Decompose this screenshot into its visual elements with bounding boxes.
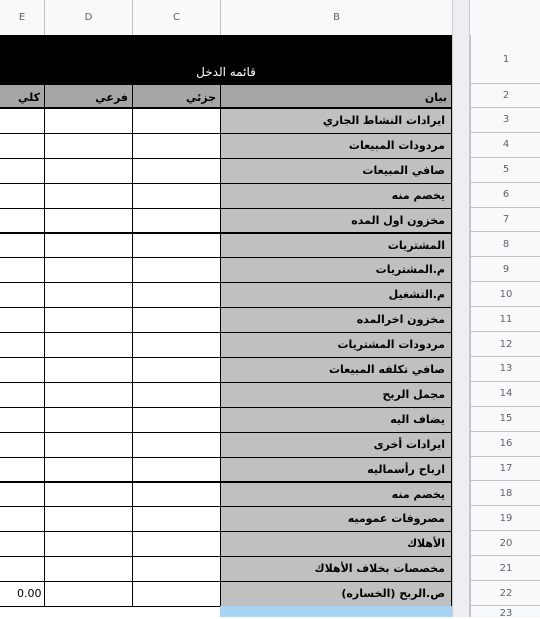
- cell-subtotal[interactable]: [44, 133, 133, 159]
- header-description[interactable]: بيان: [220, 84, 452, 108]
- cell-partial[interactable]: [132, 233, 221, 259]
- cell-total[interactable]: [0, 282, 45, 308]
- row-number[interactable]: 13: [471, 357, 540, 382]
- cell-label[interactable]: ايرادات النشاط الجاري: [220, 108, 452, 134]
- row-number[interactable]: 3: [471, 108, 540, 133]
- cell-subtotal[interactable]: [44, 556, 133, 582]
- cell-subtotal[interactable]: [44, 332, 133, 358]
- row-number[interactable]: 16: [471, 432, 540, 457]
- cell-label[interactable]: مخزون اخرالمده: [220, 307, 452, 333]
- row-number[interactable]: 8: [471, 233, 540, 258]
- row-number[interactable]: 5: [471, 158, 540, 183]
- row-number[interactable]: 7: [471, 208, 540, 233]
- cell-partial[interactable]: [132, 506, 221, 532]
- cell-partial[interactable]: [132, 307, 221, 333]
- cell-partial[interactable]: [132, 332, 221, 358]
- cell-total[interactable]: [0, 332, 45, 358]
- cell-label[interactable]: ص.الربح (الخساره): [220, 581, 452, 607]
- cell-label[interactable]: الأهلاك: [220, 531, 452, 557]
- cell-label[interactable]: ايرادات أخرى: [220, 432, 452, 458]
- cell-total[interactable]: [0, 531, 45, 557]
- cell-label[interactable]: م.المشتريات: [220, 257, 452, 283]
- cell-partial[interactable]: [132, 556, 221, 582]
- cell-subtotal[interactable]: [44, 531, 133, 557]
- column-header-c[interactable]: C: [132, 0, 220, 35]
- cell-subtotal[interactable]: [44, 581, 133, 607]
- cell-label[interactable]: يخصم منه: [220, 482, 452, 508]
- cell-label[interactable]: مجمل الربح: [220, 382, 452, 408]
- cell-subtotal[interactable]: [44, 257, 133, 283]
- cell-total[interactable]: [0, 183, 45, 209]
- row-header-bar: [470, 35, 540, 617]
- cell-total[interactable]: [0, 233, 45, 259]
- cell-partial[interactable]: [132, 382, 221, 408]
- cell-subtotal[interactable]: [44, 482, 133, 508]
- cell-partial[interactable]: [132, 581, 221, 607]
- cell-label[interactable]: مردودات المشتريات: [220, 332, 452, 358]
- cell-total[interactable]: [0, 307, 45, 333]
- freeze-divider[interactable]: [452, 0, 470, 617]
- cell-subtotal[interactable]: [44, 158, 133, 184]
- row-number[interactable]: 11: [471, 307, 540, 332]
- cell-total[interactable]: [0, 257, 45, 283]
- header-total[interactable]: كلي: [0, 84, 45, 108]
- column-header-d[interactable]: D: [44, 0, 132, 35]
- cell-subtotal[interactable]: [44, 457, 133, 483]
- cell-partial[interactable]: [132, 432, 221, 458]
- header-subtotal[interactable]: فرعي: [44, 84, 133, 108]
- cell-partial[interactable]: [132, 108, 221, 134]
- cell-subtotal[interactable]: [44, 357, 133, 383]
- row-number[interactable]: 6: [471, 183, 540, 208]
- cell-total[interactable]: [0, 133, 45, 159]
- cell-partial[interactable]: [132, 158, 221, 184]
- cell-partial[interactable]: [132, 183, 221, 209]
- cell-label[interactable]: ارباح رأسماليه: [220, 457, 452, 483]
- cell-partial[interactable]: [132, 208, 221, 234]
- cell-total[interactable]: [0, 506, 45, 532]
- cell-partial[interactable]: [132, 257, 221, 283]
- row-number[interactable]: 15: [471, 407, 540, 432]
- row-number[interactable]: 9: [471, 257, 540, 282]
- row-number[interactable]: 22: [471, 581, 540, 606]
- row-number[interactable]: 18: [471, 482, 540, 507]
- cell-partial[interactable]: [132, 531, 221, 557]
- row-number[interactable]: 4: [471, 133, 540, 158]
- cell-subtotal[interactable]: [44, 432, 133, 458]
- header-partial[interactable]: جزئي: [132, 84, 221, 108]
- cell-total[interactable]: [0, 457, 45, 483]
- row-number[interactable]: 1: [471, 35, 540, 84]
- sheet-grid: [0, 35, 452, 617]
- selected-cell-highlight[interactable]: [220, 606, 452, 617]
- cell-partial[interactable]: [132, 357, 221, 383]
- cell-label[interactable]: مردودات المبيعات: [220, 133, 452, 159]
- cell-subtotal[interactable]: [44, 506, 133, 532]
- cell-label[interactable]: مخزون اول المده: [220, 208, 452, 234]
- cell-total[interactable]: [0, 208, 45, 234]
- title-text: قائمه الدخل: [196, 65, 256, 79]
- cell-label[interactable]: مخصصات بخلاف الأهلاك: [220, 556, 452, 582]
- row-number[interactable]: 2: [471, 84, 540, 108]
- cell-partial[interactable]: [132, 482, 221, 508]
- cell-total[interactable]: [0, 382, 45, 408]
- cell-subtotal[interactable]: [44, 108, 133, 134]
- cell-partial[interactable]: [132, 282, 221, 308]
- row-number[interactable]: 21: [471, 556, 540, 581]
- cell-partial[interactable]: [132, 457, 221, 483]
- cell-total[interactable]: 0.00: [0, 581, 45, 607]
- cell-subtotal[interactable]: [44, 282, 133, 308]
- column-header-b[interactable]: B: [220, 0, 452, 35]
- cell-subtotal[interactable]: [44, 382, 133, 408]
- cell-total[interactable]: [0, 407, 45, 433]
- row-number[interactable]: 19: [471, 506, 540, 531]
- cell-partial[interactable]: [132, 133, 221, 159]
- cell-label[interactable]: المشتريات: [220, 233, 452, 259]
- cell-subtotal[interactable]: [44, 307, 133, 333]
- cell-label[interactable]: صافي تكلفه المبيعات: [220, 357, 452, 383]
- row-number[interactable]: 12: [471, 332, 540, 357]
- cell-label[interactable]: مصروفات عموميه: [220, 506, 452, 532]
- cell-subtotal[interactable]: [44, 407, 133, 433]
- income-statement-title[interactable]: [0, 35, 452, 84]
- cell-subtotal[interactable]: [44, 208, 133, 234]
- row-number[interactable]: 20: [471, 531, 540, 556]
- cell-label[interactable]: يخصم منه: [220, 183, 452, 209]
- row-number[interactable]: 17: [471, 457, 540, 482]
- cell-total[interactable]: [0, 556, 45, 582]
- row-number[interactable]: 23: [499, 608, 513, 619]
- cell-total[interactable]: [0, 357, 45, 383]
- cell-label[interactable]: يضاف اليه: [220, 407, 452, 433]
- cell-total[interactable]: [0, 432, 45, 458]
- row-number[interactable]: 10: [471, 282, 540, 307]
- cell-total[interactable]: [0, 482, 45, 508]
- cell-label[interactable]: صافي المبيعات: [220, 158, 452, 184]
- row-number[interactable]: 14: [471, 382, 540, 407]
- cell-total[interactable]: [0, 158, 45, 184]
- column-header-e[interactable]: E: [18, 12, 26, 23]
- cell-label[interactable]: م.التشغيل: [220, 282, 452, 308]
- cell-subtotal[interactable]: [44, 233, 133, 259]
- cell-total[interactable]: [0, 108, 45, 134]
- cell-partial[interactable]: [132, 407, 221, 433]
- cell-subtotal[interactable]: [44, 183, 133, 209]
